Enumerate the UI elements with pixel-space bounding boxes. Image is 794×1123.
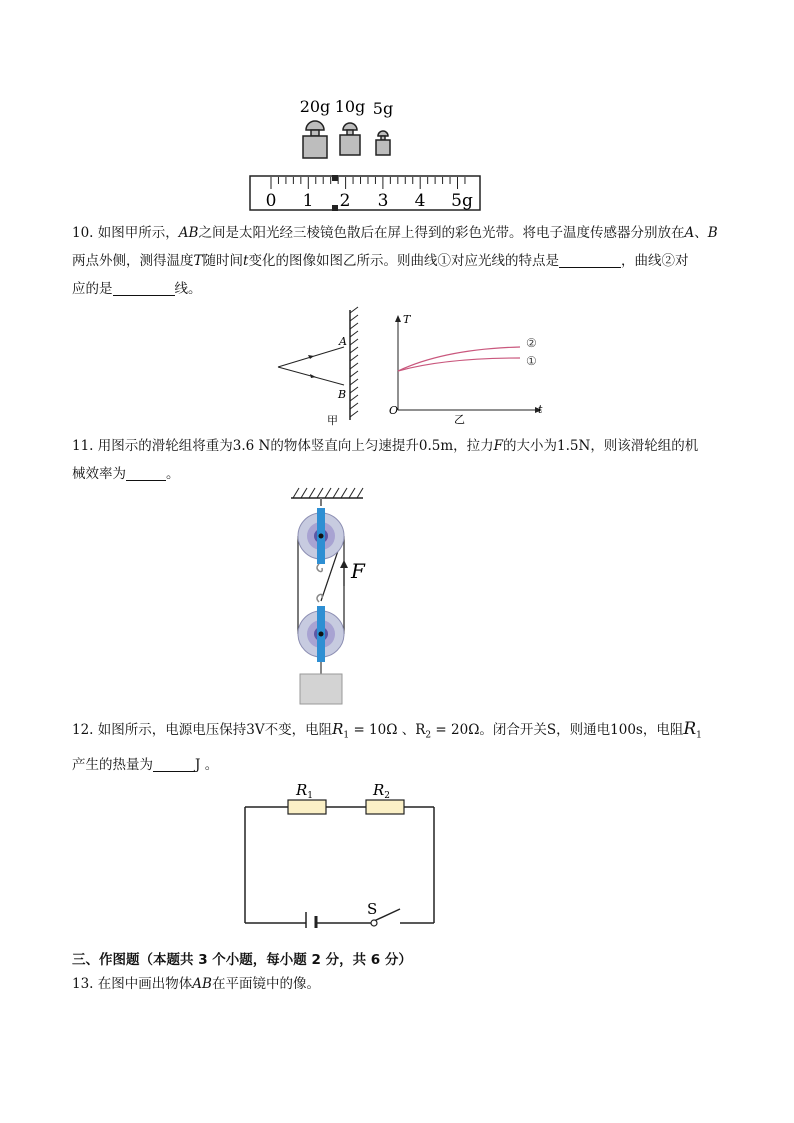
answer-blank-q10-1[interactable] (559, 251, 621, 268)
figure-11-pulley (285, 486, 385, 708)
question-10 (72, 219, 732, 303)
r2-label: $R_2$ (373, 781, 391, 801)
weight-label-10g: 10g (334, 97, 366, 116)
label-T-axis: T (403, 313, 411, 326)
label-yi: 乙 (454, 413, 465, 426)
fixed-pulley (298, 508, 344, 564)
curve-1-label: ① (526, 354, 537, 368)
scale-tick-label-1: 1 (302, 191, 314, 211)
weight-10g (340, 123, 360, 155)
scale-tick-label-2: 2 (339, 191, 351, 211)
answer-blank-q10-2[interactable] (113, 279, 175, 296)
r1-label: $R_1$ (296, 781, 314, 801)
force-label: F (351, 559, 365, 583)
weight-label-20g: 20g (299, 97, 331, 116)
weight-20g (303, 121, 327, 158)
figure-12-circuit (240, 778, 440, 928)
q12-line1: 12. 如图所示，电源电压保持3V不变，电阻$R_1 = 10\Omega$ 、$R_2 = 20\Omega$。闭合开关S，则通电100s，电阻$R_1$ (72, 719, 702, 741)
section-3-title: 三、作图题（本题共 3 个小题，每小题 2 分，共 6 分） (72, 952, 412, 968)
q10-line2: 两点外侧，测得温度T随时间t变化的图像如图乙所示。则曲线①对应光线的特点是 ，曲线②对 (72, 253, 689, 269)
label-A: A (339, 335, 347, 348)
scale-tick-label-4: 4 (414, 191, 426, 211)
ray-arrow-a (308, 355, 314, 359)
t-axis-arrow (395, 315, 401, 322)
rider-bottom (332, 205, 338, 211)
question-11 (72, 432, 732, 488)
movable-pulley (298, 606, 344, 662)
switch-pivot (371, 920, 377, 926)
resistor-r2 (366, 800, 404, 814)
scale-tick-label-3: 3 (377, 191, 389, 211)
question-12 (72, 714, 732, 779)
label-jia: 甲 (327, 414, 338, 427)
switch-label: S (367, 900, 378, 918)
force-arrow-head (340, 560, 348, 568)
rider-top (332, 175, 338, 181)
label-origin: O (389, 404, 399, 417)
label-t-axis: t (538, 403, 543, 416)
q10-line3: 应的是 线。 (72, 281, 202, 297)
balance-scale-ruler (250, 176, 480, 210)
curve-2 (398, 347, 520, 371)
resistor-r1 (288, 800, 326, 814)
label-B: B (338, 388, 347, 401)
load-block (300, 674, 342, 704)
curve-2-label: ② (526, 336, 537, 350)
scale-ticks (271, 177, 465, 189)
q12-line2: 产生的热量为 J 。 (72, 756, 219, 773)
weight-label-5g: 5g (372, 99, 394, 118)
q10-line1: 10. 如图甲所示，AB之间是太阳光经三棱镜色散后在屏上得到的彩色光带。将电子温度传感器分别放在A、B (72, 225, 718, 241)
scale-tick-label-5g: 5g (451, 191, 473, 211)
weight-5g (376, 131, 390, 155)
q11-line1: 11. 用图示的滑轮组将重为3.6 N的物体竖直向上匀速提升0.5m，拉力F的大小为1.5N，则该滑轮组的机 (72, 438, 699, 454)
answer-blank-q11[interactable] (126, 464, 166, 481)
answer-blank-q12[interactable] (153, 755, 195, 772)
q11-line2: 械效率为 。 (72, 466, 180, 482)
question-13: 13. 在图中画出物体AB在平面镜中的像。 (72, 976, 320, 992)
curve-1 (398, 358, 520, 371)
figure-10 (270, 305, 560, 430)
weights-figure (240, 90, 500, 220)
scale-tick-label-0: 0 (265, 191, 277, 211)
